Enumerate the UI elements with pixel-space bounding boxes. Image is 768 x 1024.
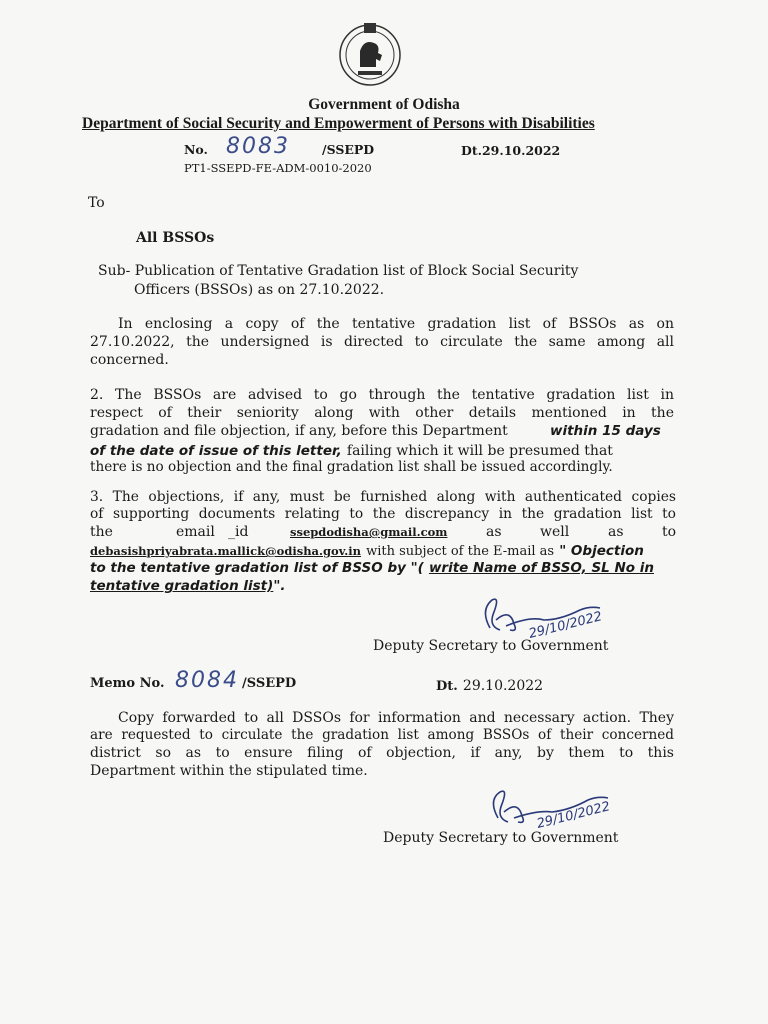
para3-bold-line: to the tentative gradation list of BSSO by "( [90,560,424,576]
para3-end: ". [273,578,286,594]
para3-line2: of supporting documents relating to the discrepancy in the gradation list to [90,506,676,522]
letter-number-suffix: /SSEPD [322,142,375,157]
subject-line-2: Officers (BSSOs) as on 27.10.2022. [134,282,385,298]
para3-id: _id [228,524,249,540]
para2-line4-rest: failing which it will be presumed that [346,443,613,459]
addressee: All BSSOs [136,230,215,246]
para3-to: to [662,524,677,540]
state-emblem-icon [330,15,410,95]
para3-the: the [90,524,113,540]
letter-date: Dt.29.10.2022 [461,143,561,158]
para2-line2: respect of their seniority along with other details mentioned in the [90,405,674,421]
letter-number-handwritten: 8083 [226,134,290,159]
email-link-mallick[interactable]: debasishpriyabrata.mallick@odisha.gov.in [90,544,361,558]
government-title: Government of Odisha [308,96,460,113]
signature-1-date: 29/10/2022 [527,609,604,642]
para3-line5 [90,557,654,576]
file-reference: PT1-SSEPD-FE-ADM-0010-2020 [184,161,372,175]
para3-line6 [90,575,285,594]
letter-number-label: No. [184,142,208,157]
memo-label: Memo No. [90,676,165,691]
para3-underline-1: write Name of BSSO, SL No in [428,560,654,576]
memo-number-handwritten: 8084 [175,668,239,693]
memo-line3: district so as to ensure filing of objection, if any, by them to this [90,745,674,761]
signatory-2: Deputy Secretary to Government [383,830,619,846]
memo-line1: Copy forwarded to all DSSOs for information and necessary action. They [118,710,674,726]
to-label: To [88,195,105,211]
para3-as: as [486,524,502,540]
para3-subject-text: with subject of the E-mail as [366,544,555,559]
para2-line1: 2. The BSSOs are advised to go through the tentative gradation list in [90,387,674,403]
para2-bold-1: within 15 days [550,423,661,439]
email-link-ssepd[interactable]: ssepdodisha@gmail.com [290,525,448,539]
memo-date-value: 29.10.2022 [462,678,544,694]
para3-quote-bold: " Objection [559,543,644,559]
para1-line2: 27.10.2022, the undersigned is directed to circulate the same among all [90,334,674,350]
para3-email-word: email [176,524,215,540]
signatory-1: Deputy Secretary to Government [373,638,609,654]
para3-well: well [540,524,570,540]
para2-line5: there is no objection and the final gradation list shall be issued accordingly. [90,459,613,475]
department-title: Department of Social Security and Empowerment of Persons with Disabilities [82,115,595,132]
signature-2-date: 29/10/2022 [535,799,612,832]
para1-line3: concerned. [90,352,169,368]
memo-line2: are requested to circulate the gradation list among BSSOs of their concerned [90,727,674,743]
memo-suffix: /SSEPD [242,676,297,691]
para3-as2: as [608,524,624,540]
para2-line3 [90,422,508,441]
memo-date-label: Dt. [436,679,458,694]
para3-line1: 3. The objections, if any, must be furnished along with authenticated copies [90,489,676,505]
memo-line4: Department within the stipulated time. [90,763,368,779]
para2-bold-2: of the date of issue of this letter, [90,443,342,459]
subject-line-1: Sub- Publication of Tentative Gradation list of Block Social Security [98,263,579,279]
para2-line3-text: gradation and file objection, if any, before this Department [90,423,508,439]
memo-date [436,675,543,696]
para1-line1: In enclosing a copy of the tentative gradation list of BSSOs as on [118,316,674,332]
para3-underline-2: tentative gradation list) [90,578,274,594]
